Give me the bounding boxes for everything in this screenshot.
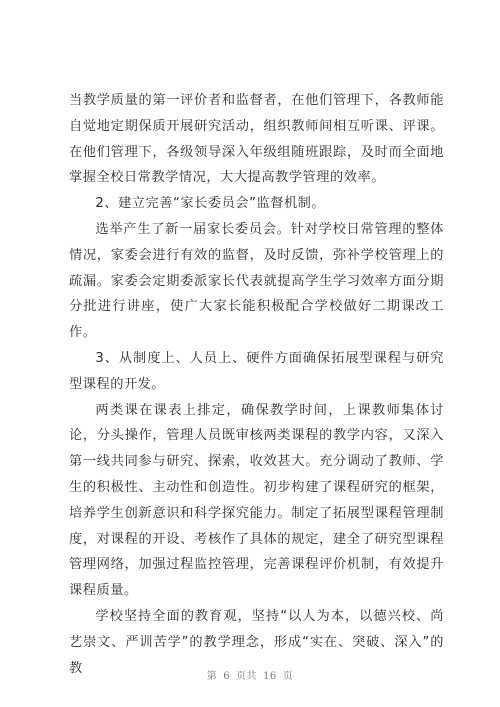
paragraph-1: 当教学质量的第一评价者和监督者，在他们管理下，各教师能自觉地定期保质开展研究活动，组织教师间相互听课、评课。在他们管理下，各级领导深入年级组随班跟踪，及时而全面地掌握全校日常教学情况，大大提高教学管理的效率。	[69, 93, 444, 186]
page-footer	[0, 667, 500, 682]
paragraph-2-heading: 2、建立完善“家长委员会”监督机制。	[95, 196, 326, 212]
footer-prefix: 第	[206, 671, 218, 682]
paragraph-4-heading: 3、从制度上、人员上、硬件方面确保拓展型课程与研究型课程的开发。	[69, 350, 444, 392]
paragraph-5: 两类课在课表上排定，确保教学时间，上课教师集体讨论，分头操作，管理人员既审核两类课程的教学内容，又深入第一线共同参与研究、探索，收效甚大。充分调动了教师、学生的积极性、主动性和创造性。初步构建了课程研究的框架，培养学生创新意识和科学探究能力。制定了拓展型课程管理制度，对课程的开设、考核作了具体的规定，建全了研究型课程管理网络，加强过程监控管理，完善课程评价机制，有效提升课程质量。	[69, 402, 444, 599]
paragraph-6: 学校坚持全面的教育观，坚持“以人为本，以德兴校、尚艺崇文、严训苦学”的教学理念，形成“实在、突破、深入”的教	[69, 608, 444, 676]
footer-total-pages: 16	[263, 671, 277, 682]
footer-page-number: 6	[223, 671, 231, 682]
footer-middle: 页共	[236, 671, 258, 682]
paragraph-3: 选举产生了新一届家长委员会。针对学校日常管理的整体情况，家委会进行有效的监督，及时反馈，弥补学校管理上的疏漏。家委会定期委派家长代表就提高学生学习效率方面分期分批进行讲座，使广大家长能积极配合学校做好二期课改工作。	[69, 221, 444, 341]
footer-suffix: 页	[282, 671, 294, 682]
body-text	[69, 88, 444, 681]
